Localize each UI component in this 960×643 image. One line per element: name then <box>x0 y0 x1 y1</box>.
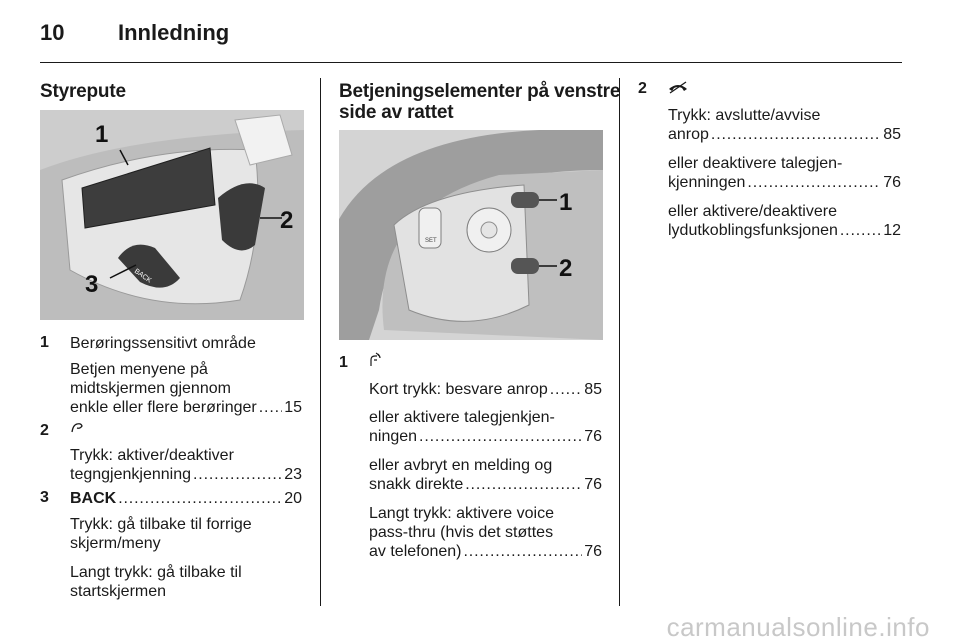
column-divider <box>619 78 620 606</box>
touchpad-figure <box>40 110 304 320</box>
header-rule <box>40 62 902 63</box>
entry-text: pass-thru (hvis det støttes <box>369 524 554 541</box>
page-reference-row <box>70 465 302 484</box>
item-label: Berøringssensitivt område <box>70 335 256 352</box>
leader-dots <box>464 542 583 561</box>
item-description: Trykk: aktiver/deaktiver <box>70 447 234 464</box>
back-label: BACK <box>70 490 117 507</box>
page-number: 10 <box>40 20 65 45</box>
figure-label: 2 <box>280 207 294 234</box>
section-heading-styrepute: Styrepute <box>40 81 126 102</box>
page-reference-row <box>70 398 302 417</box>
column-divider <box>320 78 321 606</box>
reference-page: 76 <box>584 428 602 445</box>
entry-text: eller avbryt en melding og <box>369 457 553 474</box>
entry-text: eller aktivere/deaktivere <box>668 203 837 220</box>
page-reference-row <box>668 221 901 240</box>
page-reference-row <box>369 427 602 446</box>
entry-text: Langt trykk: aktivere voice <box>369 505 554 522</box>
reference-text: kjenningen <box>668 174 746 191</box>
hang-up-phone-icon <box>667 80 689 98</box>
reference-page: 20 <box>284 490 302 507</box>
steering-wheel-figure <box>339 130 603 340</box>
entry-text: Trykk: avslutte/avvise <box>668 107 821 124</box>
section-heading-line: side av rattet <box>339 102 454 123</box>
leader-dots <box>747 173 881 192</box>
page-reference-row <box>369 475 602 494</box>
reference-page: 76 <box>584 476 602 493</box>
page-reference-row <box>668 125 901 144</box>
handwriting-icon <box>70 420 84 438</box>
leader-dots <box>711 125 881 144</box>
voice-icon <box>368 352 382 372</box>
item-description: startskjermen <box>70 583 167 600</box>
set-button-label: SET <box>425 238 437 244</box>
entry-text: eller aktivere talegjenkjen- <box>369 409 555 426</box>
leader-dots <box>193 465 282 484</box>
leader-dots <box>550 380 582 399</box>
item-number: 2 <box>40 422 49 439</box>
reference-page: 85 <box>584 381 602 398</box>
leader-dots <box>840 221 881 240</box>
item-number: 2 <box>638 80 647 97</box>
reference-text: lydutkoblingsfunksjonen <box>668 222 838 239</box>
reference-page: 12 <box>883 222 901 239</box>
item-description: skjerm/meny <box>70 535 161 552</box>
reference-text: tegngjenkjenning <box>70 466 191 483</box>
page-reference-row <box>668 173 901 192</box>
figure-label: 2 <box>559 255 573 282</box>
item-number: 1 <box>40 334 49 351</box>
entry-text: eller deaktivere talegjen- <box>668 155 843 172</box>
reference-page: 23 <box>284 466 302 483</box>
back-button-label: BACK <box>132 267 153 285</box>
item-description: Trykk: gå tilbake til forrige <box>70 516 252 533</box>
page-reference-row <box>369 380 602 399</box>
reference-page: 76 <box>584 543 602 560</box>
page-reference-row <box>369 542 602 561</box>
reference-text: snakk direkte <box>369 476 464 493</box>
reference-text: ningen <box>369 428 418 445</box>
item-number: 3 <box>40 489 49 506</box>
reference-text: enkle eller flere berøringer <box>70 399 257 416</box>
page-reference-row <box>70 489 302 508</box>
page-title: Innledning <box>118 20 230 45</box>
item-description: midtskjermen gjennom <box>70 380 231 397</box>
reference-text: Kort trykk: besvare anrop <box>369 381 548 398</box>
figure-label: 1 <box>559 189 573 216</box>
leader-dots <box>465 475 582 494</box>
figure-label: 3 <box>85 271 99 298</box>
reference-page: 15 <box>284 399 302 416</box>
leader-dots <box>118 489 282 508</box>
item-number: 1 <box>339 354 348 371</box>
figure-label: 1 <box>95 121 109 148</box>
item-description: Betjen menyene på <box>70 361 208 378</box>
reference-text: anrop <box>668 126 709 143</box>
section-heading-line: Betjeningselementer på venstre <box>339 81 621 102</box>
watermark: carmanualsonline.info <box>666 612 930 642</box>
reference-page: 76 <box>883 174 901 191</box>
reference-page: 85 <box>883 126 901 143</box>
leader-dots <box>259 398 282 417</box>
item-description: Langt trykk: gå tilbake til <box>70 564 242 581</box>
leader-dots <box>419 427 582 446</box>
reference-text: av telefonen) <box>369 543 462 560</box>
